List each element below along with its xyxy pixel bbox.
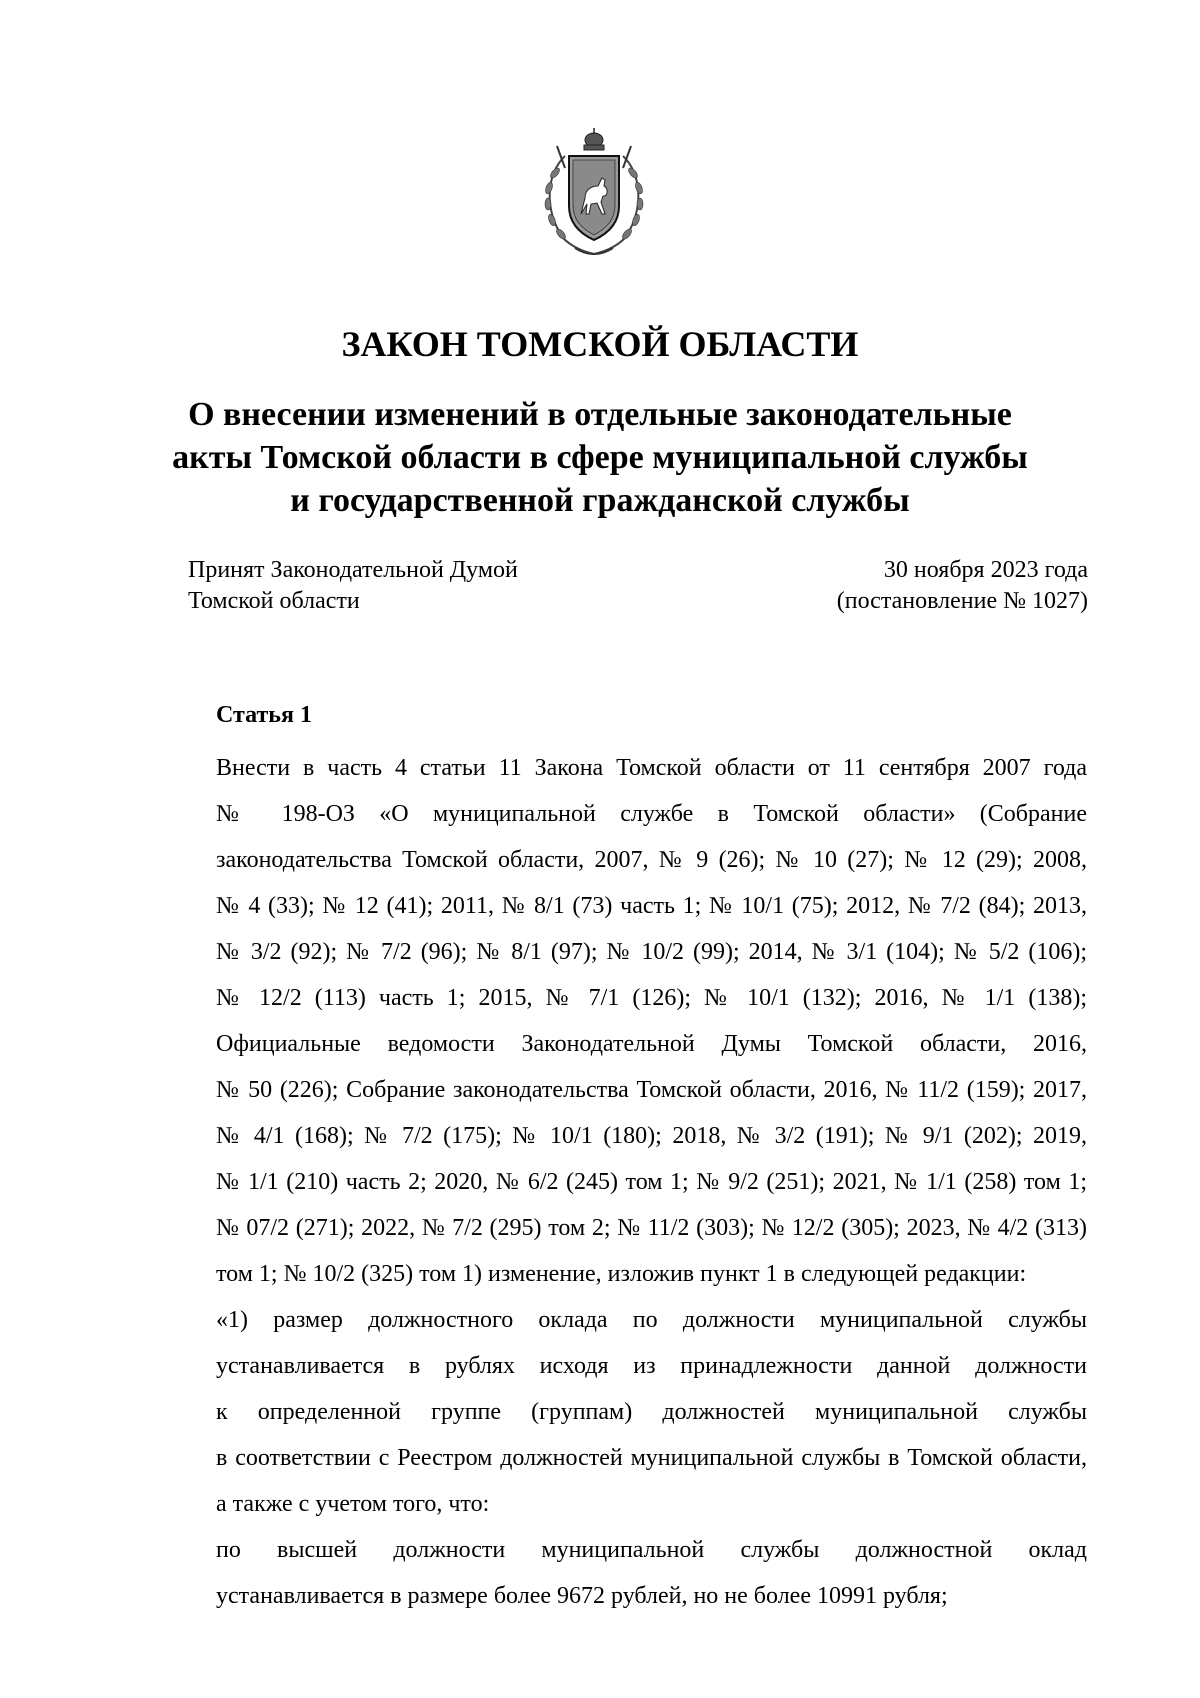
paragraph-line: устанавливается в рублях исходя из принадлежности данной должности xyxy=(216,1353,1087,1379)
tomsk-coat-of-arms-emblem xyxy=(535,128,653,260)
article-paragraph xyxy=(143,1297,1087,1527)
paragraph-line: а также с учетом того, что: xyxy=(216,1491,490,1517)
paragraph-line: «1) размер должностного оклада по должности муниципальной службы xyxy=(216,1307,1087,1333)
paragraph-line: в соответствии с Реестром должностей муниципальной службы в Томской области, xyxy=(216,1445,1087,1471)
resolution-number: (постановление № 1027) xyxy=(836,588,1088,614)
law-subtitle-line: и государственной гражданской службы xyxy=(290,482,910,519)
adoption-date: 30 ноября 2023 года xyxy=(883,557,1088,583)
adopting-body-line: Томской области xyxy=(188,588,360,614)
paragraph-line: законодательства Томской области, 2007, № 9 (26); № 10 (27); № 12 (29); 2008, xyxy=(216,847,1087,873)
adopting-body-line: Принят Законодательной Думой xyxy=(188,557,518,583)
article-paragraph xyxy=(143,1527,1087,1619)
paragraph-line: № 12/2 (113) часть 1; 2015, № 7/1 (126); № 10/1 (132); 2016, № 1/1 (138); xyxy=(216,985,1087,1011)
paragraph-line: устанавливается в размере более 9672 рублей, но не более 10991 рубля; xyxy=(216,1583,948,1609)
paragraph-line: № 4/1 (168); № 7/2 (175); № 10/1 (180); 2018, № 3/2 (191); № 9/1 (202); 2019, xyxy=(216,1123,1087,1149)
law-title: ЗАКОН ТОМСКОЙ ОБЛАСТИ xyxy=(341,324,859,364)
paragraph-line: № 50 (226); Собрание законодательства Томской области, 2016, № 11/2 (159); 2017, xyxy=(216,1077,1087,1103)
paragraph-line: к определенной группе (группам) должностей муниципальной службы xyxy=(216,1399,1087,1425)
article-body xyxy=(143,745,1087,1619)
paragraph-line: том 1; № 10/2 (325) том 1) изменение, изложив пункт 1 в следующей редакции: xyxy=(216,1261,1027,1287)
paragraph-line: № 1/1 (210) часть 2; 2020, № 6/2 (245) том 1; № 9/2 (251); 2021, № 1/1 (258) том 1; xyxy=(216,1169,1087,1195)
paragraph-line: № 07/2 (271); 2022, № 7/2 (295) том 2; № 11/2 (303); № 12/2 (305); 2023, № 4/2 (313) xyxy=(216,1215,1087,1241)
paragraph-line: Внести в часть 4 статьи 11 Закона Томской области от 11 сентября 2007 года xyxy=(216,755,1087,781)
paragraph-line: № 4 (33); № 12 (41); 2011, № 8/1 (73) часть 1; № 10/1 (75); 2012, № 7/2 (84); 2013, xyxy=(216,893,1087,919)
adopting-body xyxy=(188,555,518,617)
law-subtitle-line: акты Томской области в сфере муниципальной службы xyxy=(172,439,1028,476)
paragraph-line: № 198-ОЗ «О муниципальной службе в Томской области» (Собрание xyxy=(216,801,1087,827)
article-paragraph xyxy=(143,745,1087,1297)
adoption-date-block xyxy=(837,555,1088,617)
law-subtitle-line: О внесении изменений в отдельные законодательные xyxy=(188,396,1012,433)
article-heading: Статья 1 xyxy=(216,702,312,728)
paragraph-line: Официальные ведомости Законодательной Думы Томской области, 2016, xyxy=(216,1031,1087,1057)
paragraph-line: № 3/2 (92); № 7/2 (96); № 8/1 (97); № 10/2 (99); 2014, № 3/1 (104); № 5/2 (106); xyxy=(216,939,1087,965)
law-subtitle xyxy=(0,393,1200,522)
paragraph-line: по высшей должности муниципальной службы должностной оклад xyxy=(216,1537,1087,1563)
